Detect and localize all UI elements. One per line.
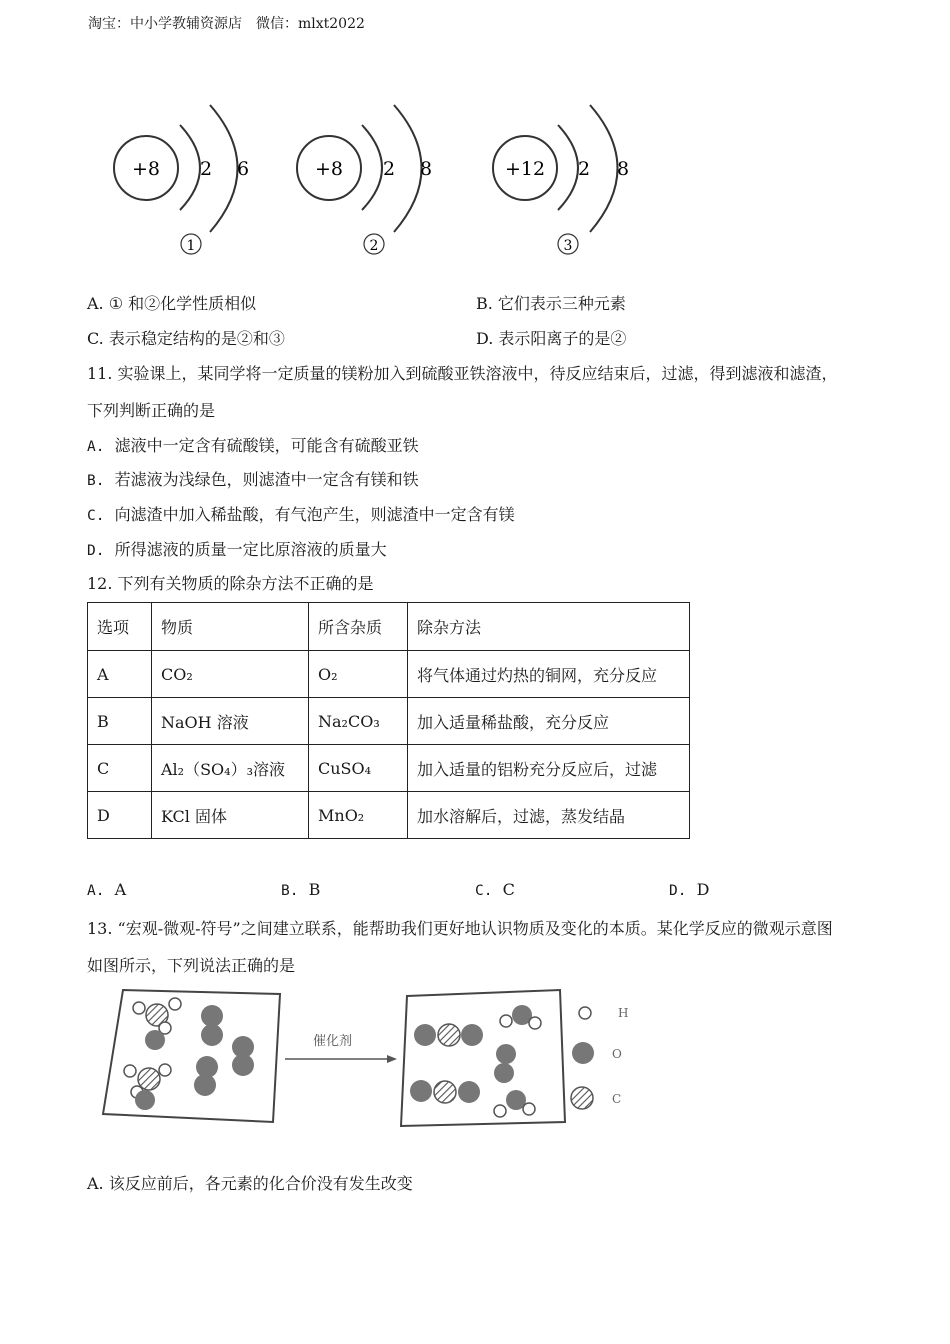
cell-method: 加水溶解后，过滤，蒸发结晶 (408, 792, 690, 839)
table-header-row (88, 603, 690, 651)
q11-option-c: C. 向滤渣中加入稀盐酸，有气泡产生，则滤渣中一定含有镁 (87, 505, 515, 524)
cell-impurity: Na₂CO₃ (309, 698, 408, 745)
catalyst-label: 催化剂 (313, 1034, 353, 1049)
atom-2-nucleus: +8 (314, 158, 344, 180)
atom-3-nucleus: +12 (504, 158, 546, 180)
cell-substance: KCl 固体 (152, 792, 309, 839)
atom-2-diagram (297, 105, 432, 254)
legend-h (579, 1006, 628, 1020)
cell-option: B (88, 698, 152, 745)
atom-1-nucleus: +8 (131, 158, 161, 180)
cell-impurity: MnO₂ (309, 792, 408, 839)
q11-stem-line2: 下列判断正确的是 (87, 401, 216, 420)
cell-method: 加入适量稀盐酸，充分反应 (408, 698, 690, 745)
atom-1-label: 1 (186, 238, 196, 254)
q11-option-d: D. 所得滤液的质量一定比原溶液的质量大 (87, 540, 387, 559)
atom-2-shell-1: 2 (382, 158, 396, 180)
cell-method: 将气体通过灼热的铜网，充分反应 (408, 651, 690, 698)
table-row (88, 792, 690, 839)
q10-option-c: C. 表示稳定结构的是②和③ (87, 329, 285, 348)
table-row (88, 745, 690, 792)
cell-impurity: CuSO₄ (309, 745, 408, 792)
reaction-micro-diagram (95, 982, 655, 1132)
atom-2-label: 2 (369, 238, 379, 254)
cell-substance: CO₂ (152, 651, 309, 698)
svg-text:H: H (618, 1006, 629, 1020)
cell-substance: NaOH 溶液 (152, 698, 309, 745)
q11-option-a: A. 滤液中一定含有硫酸镁，可能含有硫酸亚铁 (87, 436, 419, 455)
atom-3-shell-1: 2 (577, 158, 591, 180)
q12-choice-b: B. B (281, 880, 321, 899)
q12-choice-d: D. D (669, 880, 710, 899)
q10-option-b: B. 它们表示三种元素 (476, 294, 626, 313)
atom-1-shell-2: 6 (236, 158, 250, 180)
cell-substance: Al₂（SO₄）₃溶液 (152, 745, 309, 792)
legend-c (571, 1087, 621, 1109)
q10-option-a: A. ① 和②化学性质相似 (87, 294, 257, 313)
cell-option: D (88, 792, 152, 839)
svg-text:O: O (612, 1047, 622, 1061)
atom-3-shell-2: 8 (616, 158, 630, 180)
q13-stem-line1: 13. “宏观-微观-符号”之间建立联系，能帮助我们更好地认识物质及变化的本质。某化学反应的微观示意图 (87, 919, 833, 938)
q13-option-a: A. 该反应前后，各元素的化合价没有发生改变 (87, 1174, 413, 1193)
header-impurity: 所含杂质 (309, 603, 408, 651)
cell-option: A (88, 651, 152, 698)
header-substance: 物质 (152, 603, 309, 651)
q13-stem-line2: 如图所示，下列说法正确的是 (87, 956, 296, 975)
atom-3-label: 3 (563, 238, 573, 254)
q11-option-b: B. 若滤液为浅绿色，则滤渣中一定含有镁和铁 (87, 470, 419, 489)
q12-stem: 12. 下列有关物质的除杂方法不正确的是 (87, 574, 374, 593)
table-row (88, 698, 690, 745)
atom-3-diagram (493, 105, 629, 254)
reactant-box (103, 990, 280, 1122)
legend-o (572, 1042, 622, 1064)
q11-stem-line1: 11. 实验课上，某同学将一定质量的镁粉加入到硫酸亚铁溶液中，待反应结束后，过滤，得到滤液和滤渣， (87, 364, 838, 383)
atom-1-shell-1: 2 (199, 158, 213, 180)
atom-2-shell-2: 8 (419, 158, 433, 180)
header-method: 除杂方法 (408, 603, 690, 651)
atom-structure-diagram (100, 80, 660, 270)
cell-impurity: O₂ (309, 651, 408, 698)
product-box (401, 990, 565, 1126)
q12-choice-c: C. C (475, 880, 515, 899)
cell-method: 加入适量的铝粉充分反应后，过滤 (408, 745, 690, 792)
cell-option: C (88, 745, 152, 792)
q10-option-d: D. 表示阳离子的是② (476, 329, 627, 348)
table-row (88, 651, 690, 698)
page-header: 淘宝：中小学教辅资源店 微信：mlxt2022 (88, 16, 365, 32)
atom-1-diagram (114, 105, 249, 254)
header-option: 选项 (88, 603, 152, 651)
svg-text:C: C (612, 1092, 622, 1106)
q12-table (87, 602, 690, 839)
q12-choice-a: A. A (87, 880, 127, 899)
